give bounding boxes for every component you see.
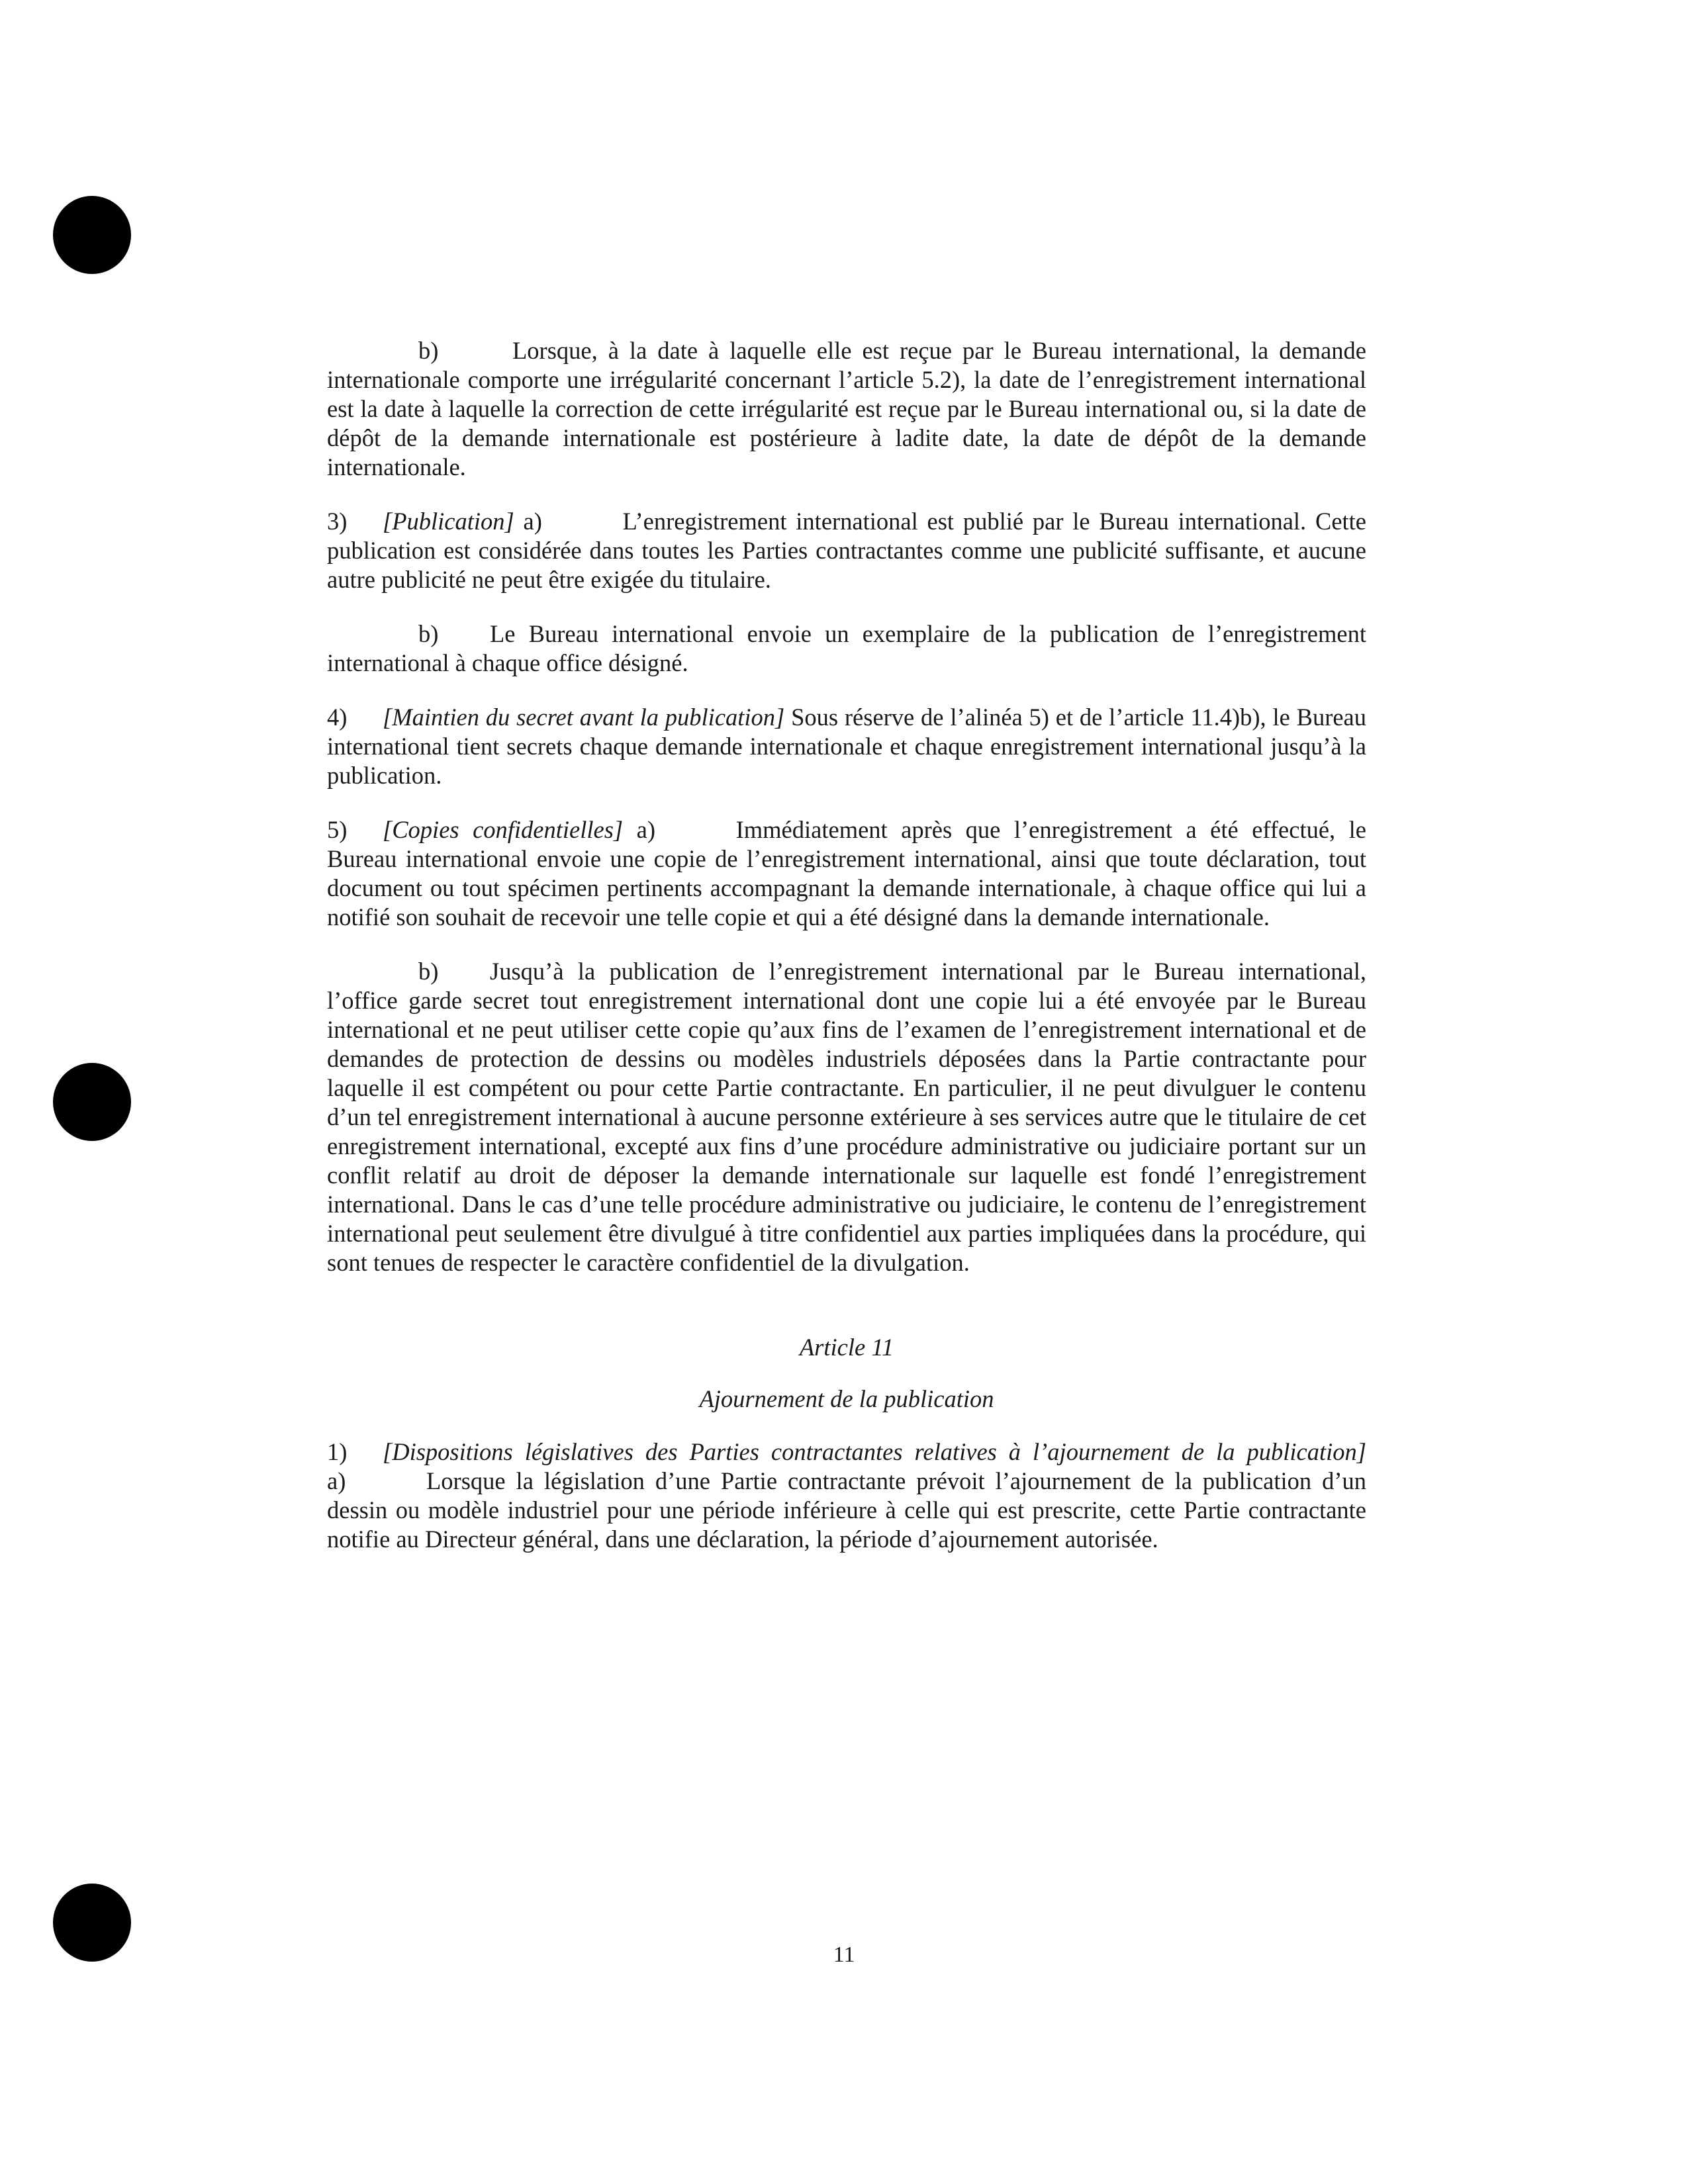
paragraph-5b (327, 957, 1366, 1277)
paragraph-number: 1) (327, 1438, 348, 1465)
paragraph-4 (327, 703, 1366, 790)
punch-hole-top (53, 196, 131, 274)
paragraph-label: b) (418, 620, 439, 647)
paragraph-3b (327, 619, 1366, 678)
page-number: 11 (833, 1942, 855, 1967)
paragraph-text: Lorsque la législation d’une Partie contractante prévoit l’ajournement de la publication d’un dessin ou modèle industriel pour une période inférieure à celle qui est prescrite, cette Partie contractante notifie au Directeur général, dans une déclaration, la période d’ajournement autorisée. (327, 1467, 1366, 1553)
paragraph-2b (327, 336, 1366, 482)
paragraph-label: b) (418, 958, 439, 985)
paragraph-heading: [Publication] (383, 508, 514, 535)
paragraph-article-1a (327, 1437, 1366, 1554)
paragraph-sub-label: a) (327, 1467, 346, 1494)
article-title: Ajournement de la publication (699, 1385, 994, 1412)
paragraph-5a (327, 815, 1366, 932)
paragraph-heading: [Maintien du secret avant la publication] (383, 704, 785, 731)
paragraph-text: Immédiatement après que l’enregistrement a été effectué, le Bureau international envoie une copie de l’enregistrement international, ainsi que toute déclaration, tout document ou tout spécimen pertinents accompagnant la demande internationale, à chaque office qui lui a notifié son souhait de recevoir une telle copie et qui a été désigné dans la demande internationale. (327, 816, 1366, 931)
punch-hole-middle (53, 1063, 131, 1141)
paragraph-text: Jusqu’à la publication de l’enregistrement international par le Bureau international, l’office garde secret tout enregistrement international dont une copie lui a été envoyée par le Bureau international et ne peut utiliser cette copie qu’aux fins de l’examen de l’enregistrement international et de demandes de protection de dessins ou modèles industriels déposées dans la Partie contractante pour laquelle il est compétent ou pour cette Partie contractante. En particulier, il ne peut divulguer le contenu d’un tel enregistrement international à aucune personne extérieure à ses services autre que le titulaire de cet enregistrement international, excepté aux fins d’une procédure administrative ou judiciaire portant sur un conflit relatif au droit de déposer la demande internationale sur laquelle est fondé l’enregistrement international. Dans le cas d’une telle procédure administrative ou judiciaire, le contenu de l’enregistrement international peut seulement être divulgué à titre confidentiel aux parties impliquées dans la procédure, qui sont tenues de respecter le caractère confidentiel de la divulgation. (327, 958, 1366, 1276)
paragraph-number: 4) (327, 704, 348, 731)
paragraph-number: 5) (327, 816, 348, 843)
paragraph-sub-label: a) (636, 816, 655, 843)
paragraph-text: Le Bureau international envoie un exemplaire de la publication de l’enregistrement international à chaque office désigné. (327, 620, 1366, 676)
document-body (327, 336, 1366, 1579)
article-number: Article 11 (799, 1334, 894, 1361)
paragraph-text: Sous réserve de l’alinéa 5) et de l’article 11.4)b), le Bureau international tient secrets chaque demande internationale et chaque enregistrement international jusqu’à la publication. (327, 704, 1367, 789)
paragraph-text: Lorsque, à la date à laquelle elle est reçue par le Bureau international, la demande internationale comporte une irrégularité concernant l’article 5.2), la date de l’enregistrement international est la date à laquelle la correction de cette irrégularité est reçue par le Bureau international ou, si la date de dépôt de la demande internationale est postérieure à ladite date, la date de dépôt de la demande internationale. (327, 337, 1366, 480)
paragraph-sub-label: a) (523, 508, 542, 535)
paragraph-label: b) (418, 337, 439, 364)
paragraph-number: 3) (327, 508, 348, 535)
paragraph-heading: [Dispositions législatives des Parties contractantes relatives à l’ajournement de la publication] (383, 1438, 1366, 1465)
paragraph-heading: [Copies confidentielles] (383, 816, 624, 843)
paragraph-text: L’enregistrement international est publié par le Bureau international. Cette publication est considérée dans toutes les Parties contractantes comme une publicité suffisante, et aucune autre publicité ne peut être exigée du titulaire. (327, 508, 1366, 593)
paragraph-3a (327, 507, 1366, 594)
